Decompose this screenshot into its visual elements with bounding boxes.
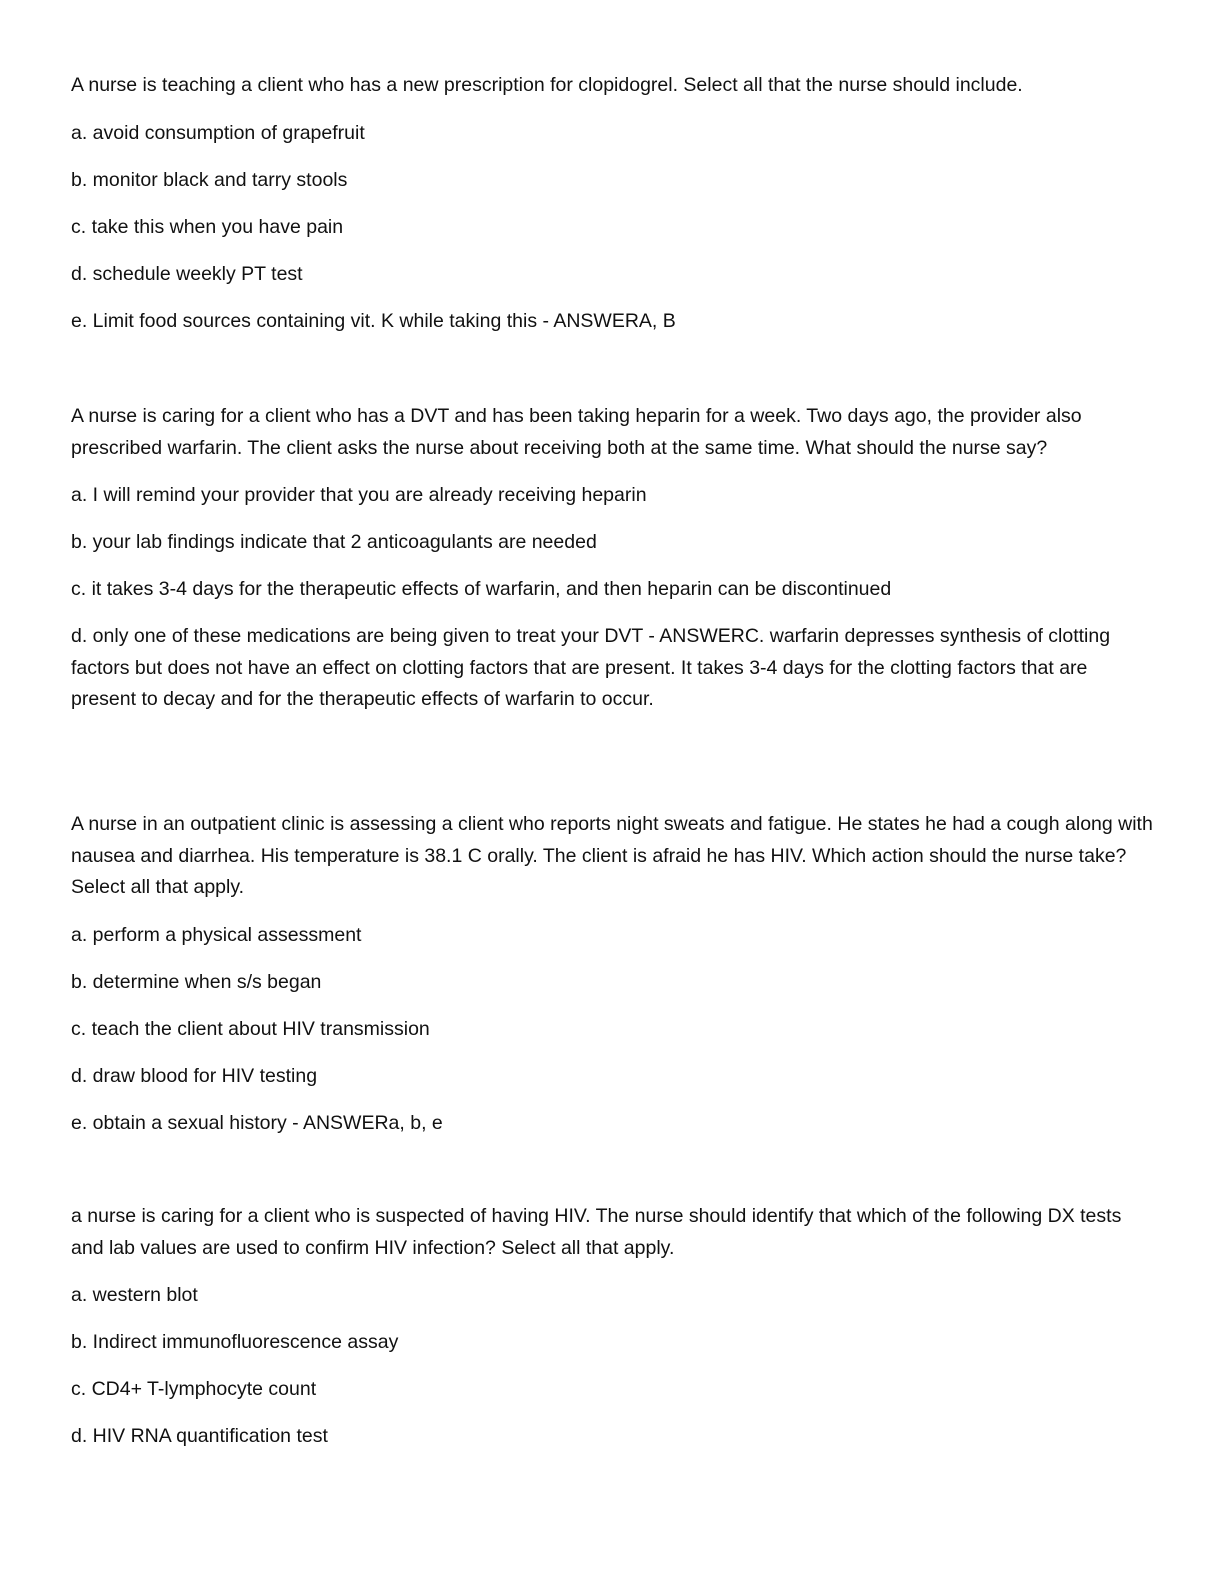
question-stem: A nurse is caring for a client who has a DVT and has been taking heparin for a week. Two days ago, the provider also prescribed warfarin. The client asks the nurse about receiving both at the same time. What should the nurse say? — [71, 405, 1082, 459]
answer-option: c. CD4+ T-lymphocyte count — [71, 1378, 317, 1400]
answer-option: e. obtain a sexual history - ANSWERa, b, e — [71, 1111, 443, 1134]
answer-option: a. western blot — [71, 1284, 198, 1306]
question-stem: a nurse is caring for a client who is suspected of having HIV. The nurse should identify that which of the following DX tests and lab values are used to confirm HIV infection? Select all that apply. — [71, 1205, 1122, 1259]
answer-option: b. monitor black and tarry stools — [71, 168, 348, 191]
answer-option: d. HIV RNA quantification test — [71, 1425, 328, 1447]
answer-option: d. only one of these medications are being given to treat your DVT - ANSWERC. warfarin depresses synthesis of clotting factors but does not have an effect on clotting factors that are present. It takes 3-4 days for the clotting factors that are present to decay and for the therapeutic effects of warfarin to occur. — [71, 625, 1111, 710]
question-stem: A nurse is teaching a client who has a new prescription for clopidogrel. Select all that the nurse should include. — [71, 74, 1023, 96]
answer-option: d. draw blood for HIV testing — [71, 1064, 318, 1087]
answer-option: d. schedule weekly PT test — [71, 262, 303, 285]
answer-option: b. determine when s/s began — [71, 970, 322, 993]
question-block — [71, 809, 1156, 1155]
answer-option: e. Limit food sources containing vit. K while taking this - ANSWERA, B — [71, 309, 676, 332]
question-stem: A nurse in an outpatient clinic is assessing a client who reports night sweats and fatigue. He states he had a cough along with nausea and diarrhea. His temperature is 38.1 C orally. The client is afraid he has HIV. Which action should the nurse take? Select all that apply. — [71, 813, 1153, 898]
answer-option: c. it takes 3-4 days for the therapeutic effects of warfarin, and then heparin can be discontinued — [71, 578, 892, 600]
answer-option: c. take this when you have pain — [71, 215, 344, 238]
question-block — [71, 1201, 1156, 1468]
answer-option: c. teach the client about HIV transmission — [71, 1017, 430, 1040]
answer-option: a. avoid consumption of grapefruit — [71, 121, 365, 144]
question-block — [71, 70, 1156, 353]
answer-option: a. perform a physical assessment — [71, 923, 362, 946]
question-block — [71, 401, 1156, 731]
answer-option: b. Indirect immunofluorescence assay — [71, 1331, 399, 1353]
answer-option: a. I will remind your provider that you are already receiving heparin — [71, 484, 647, 506]
answer-option: b. your lab findings indicate that 2 anticoagulants are needed — [71, 531, 597, 553]
